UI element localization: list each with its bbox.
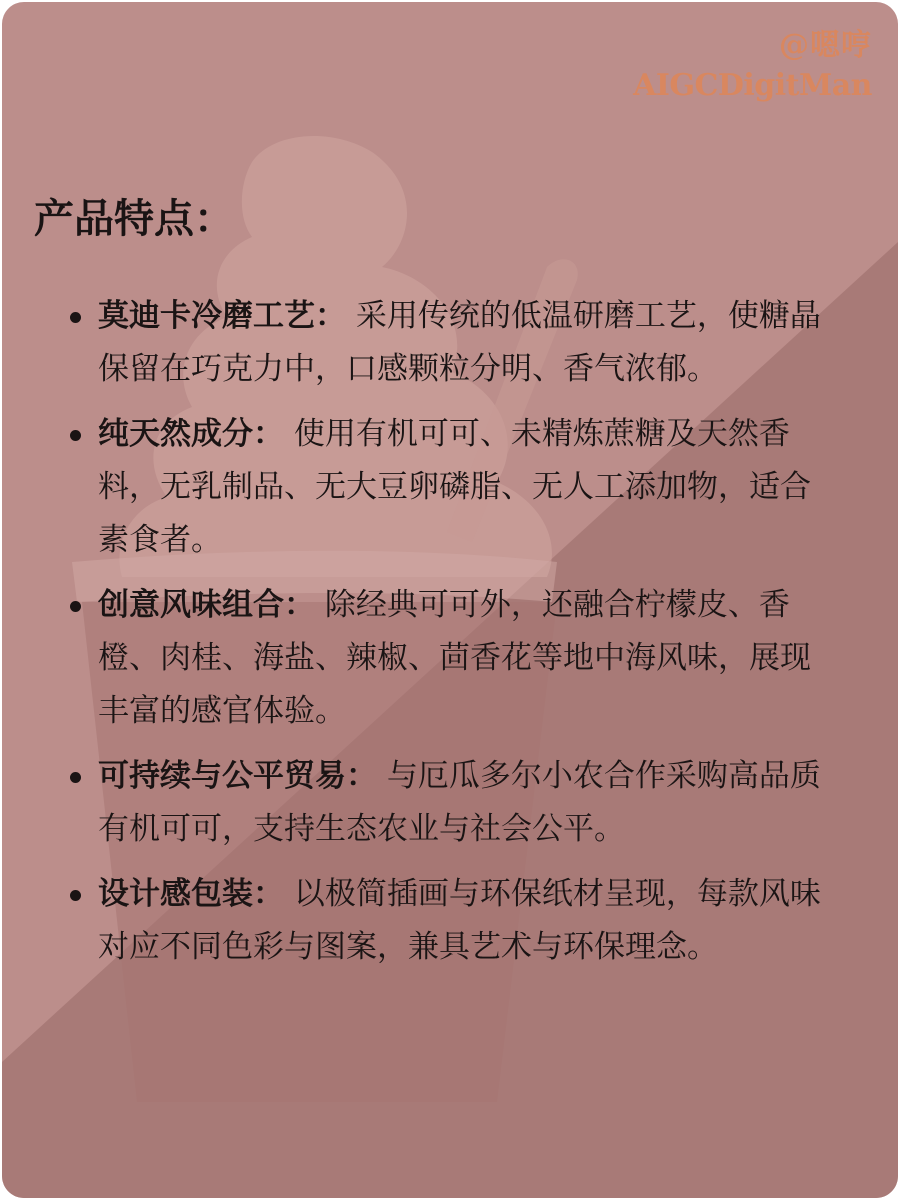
bullet-icon [70,601,81,612]
bullet-icon [70,312,81,323]
feature-text: 除经典可可外，还融合柠檬皮、香橙、肉桂、海盐、辣椒、茴香花等地中海风味，展现丰富的感官体验。 [98,587,811,729]
features-section [34,190,834,986]
feature-text: 采用传统的低温研磨工艺，使糖晶保留在巧克力中，口感颗粒分明、香气浓郁。 [98,298,821,387]
feature-label: 设计感包装： [98,876,284,912]
list-item [34,579,828,738]
watermark [633,26,872,106]
feature-text: 使用有机可可、未精炼蔗糖及天然香料，无乳制品、无大豆卵磷脂、无人工添加物，适合素食者。 [98,416,811,558]
list-item [34,750,828,856]
content-card [2,2,898,1198]
list-item [34,868,828,974]
features-list [34,290,834,974]
list-item [34,290,828,396]
bullet-icon [70,430,81,441]
feature-label: 创意风味组合： [98,587,315,623]
watermark-brand: AIGCDigitMan [633,68,872,103]
feature-label: 莫迪卡冷磨工艺： [98,298,346,334]
feature-text: 与厄瓜多尔小农合作采购高品质有机可可，支持生态农业与社会公平。 [98,758,821,847]
section-title: 产品特点： [34,196,234,242]
feature-text: 以极简插画与环保纸材呈现，每款风味对应不同色彩与图案，兼具艺术与环保理念。 [98,876,821,965]
feature-label: 可持续与公平贸易： [98,758,377,794]
bullet-icon [70,772,81,783]
feature-label: 纯天然成分： [98,416,284,452]
bullet-icon [70,890,81,901]
list-item [34,408,828,567]
watermark-handle: @嗯哼 [779,28,872,63]
